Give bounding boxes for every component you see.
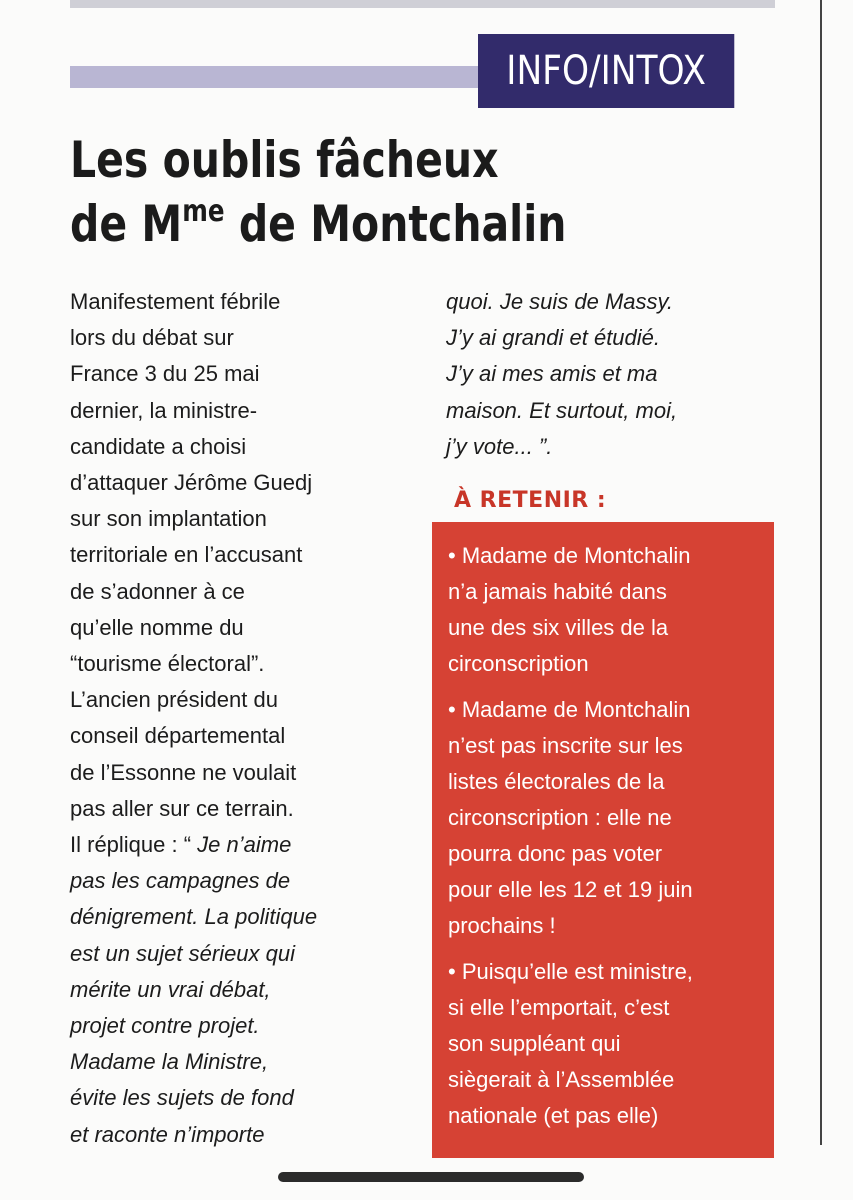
retenir-line: • Madame de Montchalin xyxy=(448,697,691,722)
retenir-line: listes électorales de la xyxy=(448,769,665,794)
retenir-line: circonscription xyxy=(448,651,589,676)
quote-text: mérite un vrai débat, xyxy=(70,976,271,1002)
body-line: d’attaquer Jérôme Guedj xyxy=(70,470,313,496)
body-line: sur son implantation xyxy=(70,506,267,532)
retenir-line: pour elle les 12 et 19 juin xyxy=(448,877,693,902)
quote-text: Je n’aime xyxy=(197,832,292,858)
body-line: Manifestement fébrile xyxy=(70,289,281,314)
quote-line xyxy=(70,899,317,935)
retenir-item xyxy=(448,954,764,1134)
quote-text: pas les campagnes de xyxy=(70,868,291,894)
quote-text: quoi. Je suis de Massy. xyxy=(446,289,674,314)
body-line: “tourisme électoral”. xyxy=(70,651,265,677)
retenir-line: n’est pas inscrite sur les xyxy=(448,733,683,758)
retenir-item xyxy=(448,692,764,944)
quote-text: Madame la Ministre, xyxy=(70,1049,269,1075)
quote-line xyxy=(70,972,317,1008)
quote-line xyxy=(70,1080,317,1116)
body-line: de s’adonner à ce xyxy=(70,578,245,604)
body-line: de l’Essonne ne voulait xyxy=(70,759,297,785)
quote-line xyxy=(70,863,317,899)
retenir-box xyxy=(432,522,774,1158)
header-band xyxy=(70,66,490,88)
quote-text: évite les sujets de fond xyxy=(70,1085,294,1111)
middle-column xyxy=(446,284,677,465)
retenir-line: • Madame de Montchalin xyxy=(448,543,691,568)
body-line: qu’elle nomme du xyxy=(70,614,244,640)
reply-intro: Il réplique : “ xyxy=(70,832,198,858)
quote-line xyxy=(70,936,317,972)
body-line: conseil départemental xyxy=(70,723,286,749)
reply-line xyxy=(70,827,317,863)
top-rule xyxy=(70,0,775,8)
quote-line xyxy=(446,393,677,429)
quote-line xyxy=(446,284,677,320)
title-line-1: Les oublis fâcheux xyxy=(70,131,499,189)
quote-line xyxy=(446,356,677,392)
quote-line xyxy=(70,1117,317,1153)
body-line: lors du débat sur xyxy=(70,325,234,351)
quote-line xyxy=(70,1008,317,1044)
left-column xyxy=(70,284,317,1153)
quote-text: j’y vote... ”. xyxy=(446,433,553,459)
retenir-line: n’a jamais habité dans xyxy=(448,579,667,604)
quote-text: et raconte n’importe xyxy=(70,1121,265,1147)
body-line: candidate a choisi xyxy=(70,433,247,459)
quote-text: dénigrement. La politique xyxy=(70,904,318,930)
retenir-list xyxy=(448,538,764,1134)
quote-text: maison. Et surtout, moi, xyxy=(446,397,678,423)
retenir-line: si elle l’emportait, c’est xyxy=(448,995,670,1020)
retenir-line: • Puisqu’elle est ministre, xyxy=(448,959,693,984)
article-title xyxy=(70,128,566,256)
section-tag: INFO/INTOX xyxy=(478,34,734,108)
retenir-line: une des six villes de la xyxy=(448,615,669,640)
body-line: dernier, la ministre- xyxy=(70,397,258,423)
quote-text: J’y ai grandi et étudié. xyxy=(446,325,661,351)
retenir-label: À RETENIR : xyxy=(454,488,607,513)
retenir-line: siègerait à l’Assemblée xyxy=(448,1067,675,1092)
title-line-2-prefix: de M xyxy=(70,195,183,253)
body-line: pas aller sur ce terrain. xyxy=(70,795,294,821)
retenir-item xyxy=(448,538,764,682)
quote-text: projet contre projet. xyxy=(70,1013,260,1039)
quote-text: J’y ai mes amis et ma xyxy=(446,361,658,387)
title-line-2-suffix: de Montchalin xyxy=(224,195,567,253)
quote-text: est un sujet sérieux qui xyxy=(70,940,296,966)
body-line: L’ancien président du xyxy=(70,687,278,713)
retenir-line: circonscription : elle ne xyxy=(448,805,672,830)
body-line: territoriale en l’accusant xyxy=(70,542,303,568)
body-line: France 3 du 25 mai xyxy=(70,361,260,387)
home-indicator[interactable] xyxy=(278,1172,584,1182)
quote-line xyxy=(70,1044,317,1080)
retenir-line: son suppléant qui xyxy=(448,1031,621,1056)
retenir-line: prochains ! xyxy=(448,913,556,938)
retenir-line: pourra donc pas voter xyxy=(448,841,663,866)
column-divider xyxy=(820,0,822,1145)
title-line-2-sup: me xyxy=(182,194,225,229)
quote-line xyxy=(446,429,677,465)
quote-line xyxy=(446,320,677,356)
retenir-line: nationale (et pas elle) xyxy=(448,1103,659,1128)
